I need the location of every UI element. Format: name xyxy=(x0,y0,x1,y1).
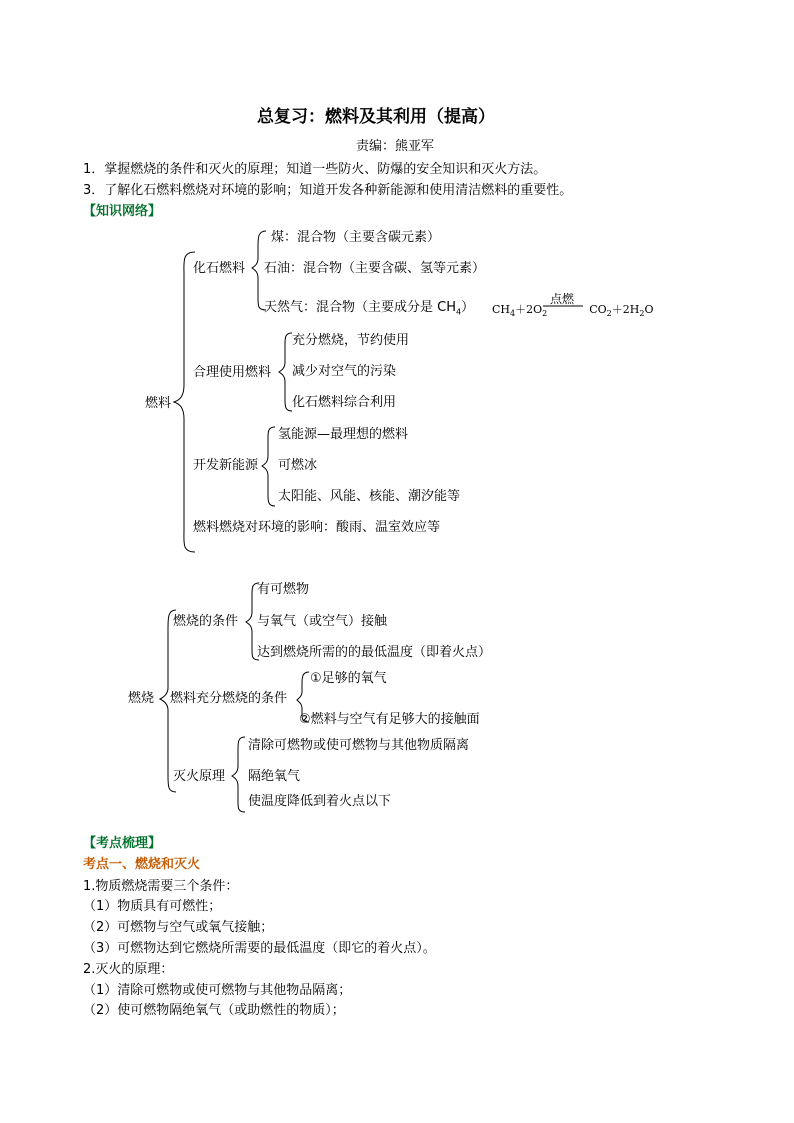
page-title: 总复习：燃料及其利用（提高） xyxy=(257,107,495,127)
rational-item-3: 化石燃料综合利用 xyxy=(292,395,397,410)
goal-3: 3．了解化石燃料燃烧对环境的影响；知道开发各种新能源和使用清洁燃料的重要性。 xyxy=(83,183,573,198)
fuel-root: 燃料 xyxy=(145,396,172,411)
rational-brace xyxy=(279,333,292,411)
editor-line: 责编：熊亚军 xyxy=(356,139,435,154)
extinguish-item-3: 使温度降低到着火点以下 xyxy=(248,794,392,809)
methane-equation: $CH_4+2O_2$ $CO_2+2H_2O$ xyxy=(492,303,654,319)
new-energy-item-2: 可燃冰 xyxy=(278,458,318,473)
text-line-4: （3）可燃物达到它燃烧所需要的最低温度（即它的着火点）。 xyxy=(83,941,436,956)
condition-item-2: 与氧气（或空气）接触 xyxy=(257,614,388,629)
environment-impact: 燃料燃烧对环境的影响：酸雨、温室效应等 xyxy=(193,520,441,535)
fossil-fuel-label: 化石燃料 xyxy=(193,261,246,276)
extinguish-brace xyxy=(232,737,245,812)
rational-item-2: 减少对空气的污染 xyxy=(292,364,397,379)
condition-item-3: 达到燃烧所需的的最低温度（即着火点） xyxy=(257,645,492,660)
section-knowledge-network: 【知识网络】 xyxy=(83,204,162,219)
equation-condition: 点燃 xyxy=(550,292,575,306)
text-line-2: （1）物质具有可燃性； xyxy=(83,899,222,914)
rational-item-1: 充分燃烧，节约使用 xyxy=(292,333,410,348)
text-line-7: （2）使可燃物隔绝氧气（或助燃性的物质）； xyxy=(83,1003,345,1018)
text-line-5: 2.灭火的原理： xyxy=(83,962,174,977)
full-combustion-label: 燃料充分燃烧的条件 xyxy=(170,691,288,706)
coal-item: 煤：混合物（主要含碳元素） xyxy=(271,230,441,245)
extinguish-item-2: 隔绝氧气 xyxy=(248,769,301,784)
new-energy-label: 开发新能源 xyxy=(193,458,259,473)
natural-gas-item: 天然气：混合物（主要成分是 $CH_4$） xyxy=(264,300,475,317)
text-line-6: （1）清除可燃物或使可燃物与其他物品隔离； xyxy=(83,983,352,998)
text-line-3: （2）可燃物与空气或氧气接触； xyxy=(83,920,274,935)
rational-use-label: 合理使用燃料 xyxy=(193,365,272,380)
new-energy-item-1: 氢能源—最理想的燃料 xyxy=(278,427,409,442)
point-1-title: 考点一、燃烧和灭火 xyxy=(83,857,201,872)
section-key-points: 【考点梳理】 xyxy=(83,836,162,851)
new-energy-item-3: 太阳能、风能、核能、潮汐能等 xyxy=(278,489,461,504)
extinguish-item-1: 清除可燃物或使可燃物与其他物质隔离 xyxy=(248,738,470,753)
oil-item: 石油：混合物（主要含碳、氢等元素） xyxy=(264,261,486,276)
full-combustion-item-1: ①足够的氧气 xyxy=(310,671,387,686)
fuel-brace xyxy=(174,252,195,552)
full-combustion-item-2: ②燃料与空气有足够大的接触面 xyxy=(299,712,480,727)
combustion-conditions-label: 燃烧的条件 xyxy=(173,614,239,629)
goal-1: 1．掌握燃烧的条件和灭火的原理；知道一些防火、防爆的安全知识和灭火方法。 xyxy=(83,162,547,177)
new-energy-brace xyxy=(262,427,275,506)
condition-item-1: 有可燃物 xyxy=(257,582,310,597)
extinguish-label: 灭火原理 xyxy=(173,769,226,784)
combustion-root: 燃烧 xyxy=(128,691,155,706)
text-line-1: 1.物质燃烧需要三个条件： xyxy=(83,879,239,894)
